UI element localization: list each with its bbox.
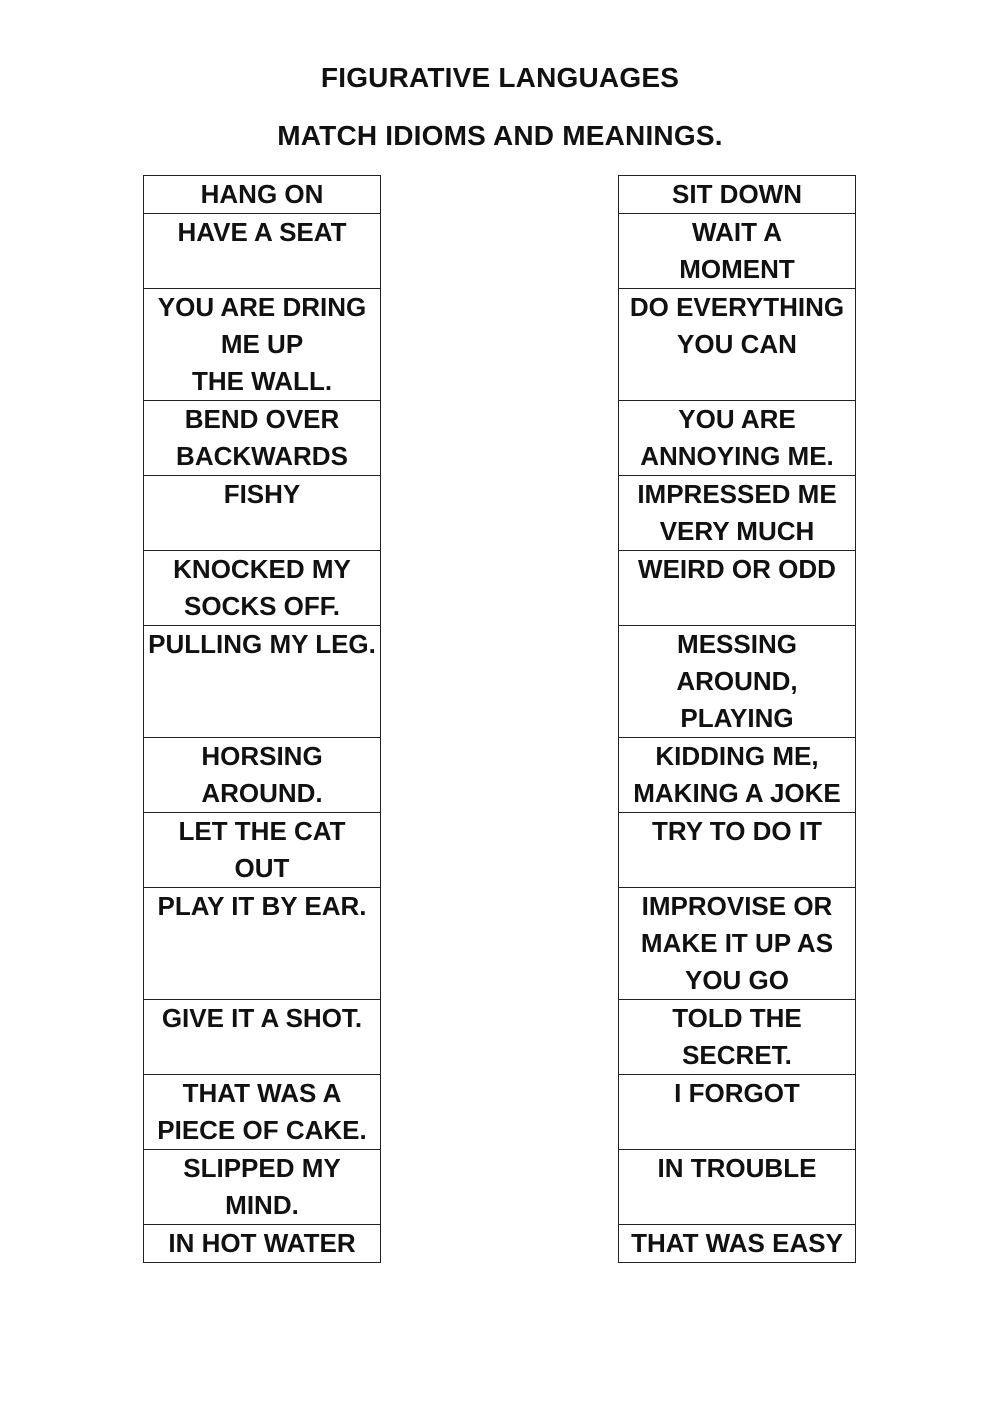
meaning-card[interactable]: IN TROUBLE [619,1150,855,1225]
idiom-card[interactable]: HORSING AROUND. [144,738,380,813]
meaning-card[interactable]: TOLD THE SECRET. [619,1000,855,1075]
idiom-card[interactable]: GIVE IT A SHOT. [144,1000,380,1075]
meaning-card[interactable]: IMPROVISE OR MAKE IT UP AS YOU GO [619,888,855,1000]
idiom-card[interactable]: HANG ON [144,176,380,214]
idiom-card[interactable]: PULLING MY LEG. [144,626,380,738]
idiom-card[interactable]: LET THE CAT OUT [144,813,380,888]
meaning-card[interactable]: TRY TO DO IT [619,813,855,888]
idioms-column [143,175,381,1263]
idiom-card[interactable]: BEND OVER BACKWARDS [144,401,380,476]
meaning-card[interactable]: THAT WAS EASY [619,1225,855,1263]
idiom-card[interactable]: PLAY IT BY EAR. [144,888,380,1000]
idiom-card[interactable]: KNOCKED MY SOCKS OFF. [144,551,380,626]
idiom-card[interactable]: THAT WAS A PIECE OF CAKE. [144,1075,380,1150]
meanings-column [618,175,856,1263]
meaning-card[interactable]: SIT DOWN [619,176,855,214]
worksheet-instruction: MATCH IDIOMS AND MEANINGS. [277,120,723,151]
idiom-card[interactable]: HAVE A SEAT [144,214,380,289]
meaning-card[interactable]: WAIT A MOMENT [619,214,855,289]
meaning-card[interactable]: YOU ARE ANNOYING ME. [619,401,855,476]
meaning-card[interactable]: WEIRD OR ODD [619,551,855,626]
meaning-card[interactable]: DO EVERYTHING YOU CAN [619,289,855,401]
meaning-card[interactable]: KIDDING ME, MAKING A JOKE [619,738,855,813]
meaning-card[interactable]: MESSING AROUND, PLAYING [619,626,855,738]
idiom-card[interactable]: YOU ARE DRING ME UP THE WALL. [144,289,380,401]
meaning-card[interactable]: I FORGOT [619,1075,855,1150]
meaning-card[interactable]: IMPRESSED ME VERY MUCH [619,476,855,551]
worksheet-title: FIGURATIVE LANGUAGES [320,62,680,93]
idiom-card[interactable]: FISHY [144,476,380,551]
idiom-card[interactable]: IN HOT WATER [144,1225,380,1263]
idiom-card[interactable]: SLIPPED MY MIND. [144,1150,380,1225]
